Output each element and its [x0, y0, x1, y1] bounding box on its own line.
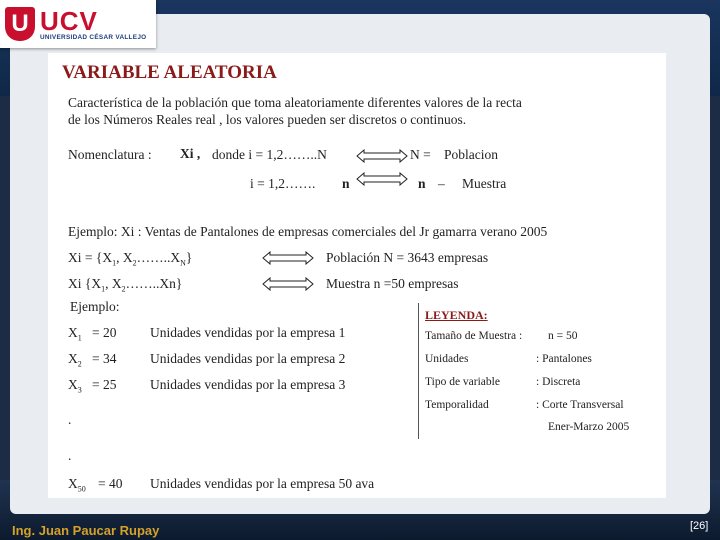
row-var: X — [68, 351, 78, 366]
row-desc: Unidades vendidas por la empresa 50 ava — [150, 476, 375, 491]
logo-ucv: UCV — [40, 5, 98, 36]
row-desc: Unidades vendidas por la empresa 3 — [150, 377, 346, 392]
row-var: X — [68, 377, 78, 392]
population-label: Población N = 3643 empresas — [326, 250, 489, 265]
example2-heading: Ejemplo: — [70, 299, 120, 314]
nomenclature-xi: Xi , — [180, 146, 201, 161]
legend-value: : Discreta — [536, 376, 581, 388]
nomenclature-poblacion: Poblacion — [444, 147, 498, 162]
footer-author: Ing. Juan Paucar Rupay — [12, 523, 160, 538]
legend-box — [418, 303, 665, 439]
row-var: X — [68, 476, 78, 491]
nomenclature-n-big: N = — [410, 147, 431, 162]
pop-set-start: Xi = {X — [68, 250, 113, 265]
row-eq: = 34 — [92, 351, 117, 366]
row-sub: 50 — [77, 484, 86, 494]
double-arrow-icon — [356, 149, 408, 163]
ucv-shield-icon: U — [5, 7, 35, 41]
sample-set — [68, 276, 182, 294]
legend-key: Tipo de variable — [425, 376, 500, 388]
slide-title: VARIABLE ALEATORIA — [62, 62, 277, 83]
ucv-logo — [0, 0, 156, 48]
row-sub: 1 — [77, 333, 82, 343]
intro-line-2: de los Números Reales real , los valores pueden ser discretos o continuos. — [68, 112, 467, 127]
pop-set-close: } — [185, 250, 193, 265]
nomenclature-muestra: Muestra — [462, 176, 507, 191]
example1-line: Ejemplo: Xi : Ventas de Pantalones de empresas comerciales del Jr gamarra verano 2005 — [68, 224, 548, 239]
example-row — [68, 377, 82, 395]
nomenclature-n-small-2: n — [418, 176, 426, 191]
example-row — [68, 351, 82, 369]
row-eq: = 40 — [98, 476, 123, 491]
pop-set-mid: , X — [116, 250, 133, 265]
pop-sub-1: 1 — [112, 258, 117, 268]
example-row-last — [68, 476, 86, 494]
pop-set-end: ……..X — [136, 250, 181, 265]
double-arrow-icon — [262, 277, 314, 291]
ellipsis-dot: . — [68, 448, 72, 463]
page-number: [26] — [690, 520, 709, 532]
sample-sub-2: 2 — [121, 284, 126, 294]
row-desc: Unidades vendidas por la empresa 1 — [150, 325, 346, 340]
example-row — [68, 325, 82, 343]
nomenclature-donde: donde i = 1,2……..N — [212, 147, 327, 162]
sample-label: Muestra n =50 empresas — [326, 276, 459, 291]
double-arrow-icon — [356, 172, 408, 186]
row-var: X — [68, 325, 78, 340]
sample-set-mid: , X — [105, 276, 122, 291]
pop-sub-2: 2 — [132, 258, 137, 268]
nomenclature-dash: – — [438, 176, 445, 191]
sample-set-end: ……..Xn} — [125, 276, 183, 291]
row-eq: = 25 — [92, 377, 117, 392]
row-desc: Unidades vendidas por la empresa 2 — [150, 351, 346, 366]
logo-subtitle: UNIVERSIDAD CÉSAR VALLEJO — [40, 33, 147, 41]
nomenclature-i-range: i = 1,2……. — [250, 176, 316, 191]
nomenclature-label: Nomenclatura : — [68, 147, 152, 162]
pop-sub-n: N — [180, 258, 186, 268]
legend-period: Ener-Marzo 2005 — [548, 421, 630, 433]
intro-line-1: Característica de la población que toma aleatoriamente diferentes valores de la recta — [68, 95, 522, 110]
nomenclature-n-small: n — [342, 176, 350, 191]
legend-value: : Corte Transversal — [536, 399, 624, 411]
row-sub: 2 — [77, 359, 82, 369]
sample-sub-1: 1 — [101, 284, 106, 294]
double-arrow-icon — [262, 251, 314, 265]
legend-key: Tamaño de Muestra : — [425, 330, 523, 342]
row-eq: = 20 — [92, 325, 117, 340]
legend-value: : Pantalones — [536, 353, 592, 365]
legend-key: Unidades — [425, 353, 469, 365]
row-sub: 3 — [77, 385, 82, 395]
logo-text — [40, 5, 147, 41]
legend-value: n = 50 — [548, 330, 578, 342]
legend-title: LEYENDA: — [425, 308, 488, 322]
ellipsis-dot: . — [68, 412, 72, 427]
legend-key: Temporalidad — [425, 399, 489, 411]
sample-set-start: Xi {X — [68, 276, 102, 291]
population-set — [68, 250, 192, 268]
